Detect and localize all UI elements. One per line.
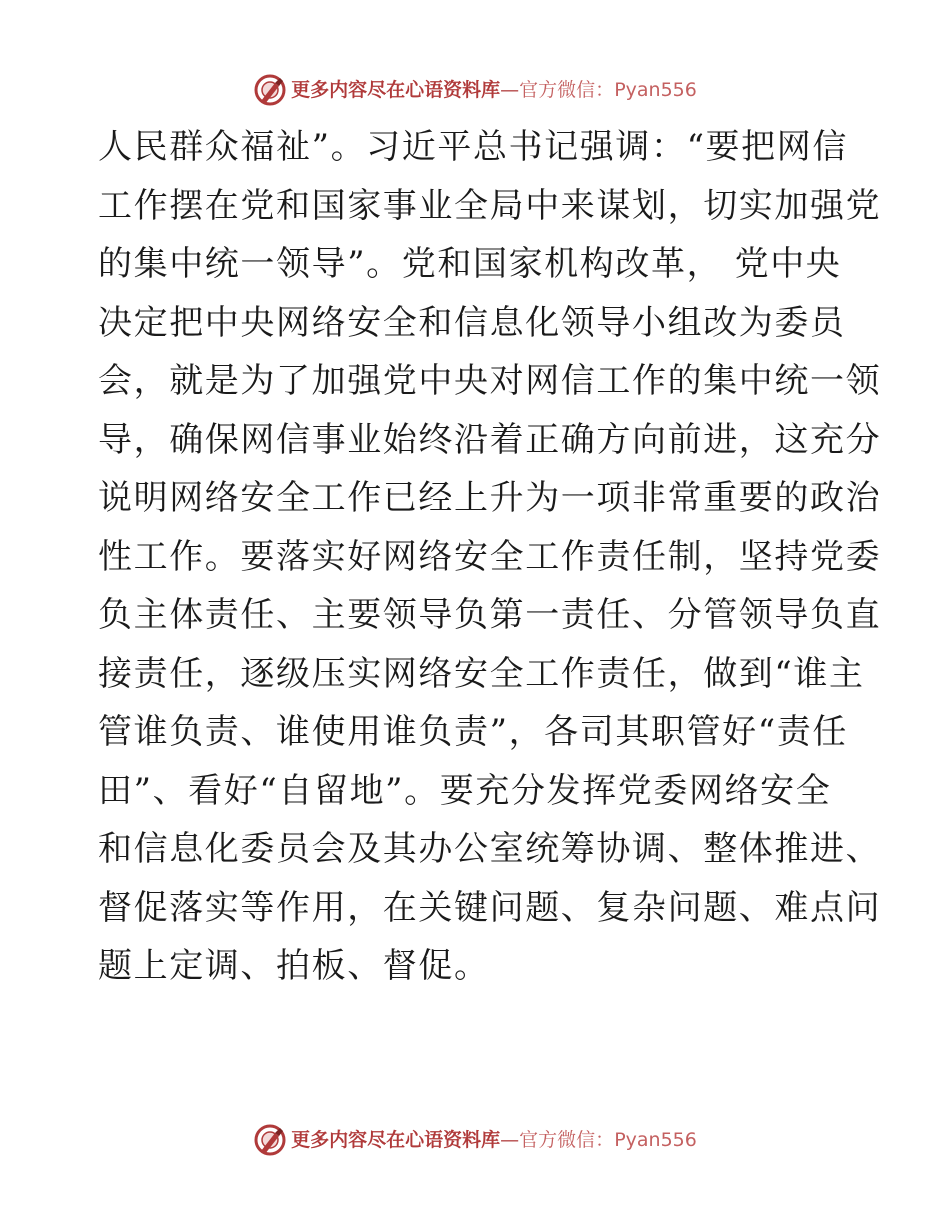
paragraph-line: 督促落实等作用，在关键问题、复杂问题、难点问: [98, 887, 882, 928]
paragraph-line: 接责任，逐级压实网络安全工作责任，做到“谁主: [98, 653, 865, 694]
watermark-wechat-id: Pyan556: [614, 79, 697, 101]
watermark-separator: —: [500, 79, 520, 101]
paragraph-line: 负主体责任、主要领导负第一责任、分管领导负直: [98, 595, 882, 635]
paragraph-line: 田”、看好“自留地”。要充分发挥党委网络安全: [98, 770, 832, 811]
footer-watermark: [0, 1120, 950, 1160]
document-body: [98, 118, 882, 996]
paragraph-line: 导，确保网信事业始终沿着正确方向前进，这充分: [98, 419, 882, 460]
paragraph-line: 会，就是为了加强党中央对网信工作的集中统一领: [98, 361, 882, 401]
pen-circle-logo-icon: [253, 73, 287, 107]
paragraph-line: 题上定调、拍板、督促。: [98, 946, 490, 986]
watermark-separator: —: [500, 1129, 520, 1151]
paragraph-line: 决定把中央网络安全和信息化领导小组改为委员: [98, 302, 846, 343]
watermark-wechat-id: Pyan556: [614, 1129, 697, 1151]
watermark-brand: 更多内容尽在心语资料库: [291, 1129, 501, 1151]
watermark-text: [291, 1120, 697, 1160]
watermark-wechat-label: 官方微信：: [519, 79, 615, 101]
watermark-brand: 更多内容尽在心语资料库: [291, 79, 501, 101]
paragraph-line: 性工作。要落实好网络安全工作责任制，坚持党委: [98, 536, 882, 577]
paragraph-line: 和信息化委员会及其办公室统筹协调、整体推进、: [98, 829, 882, 869]
paragraph-line: 人民群众福祉”。习近平总书记强调：“要把网信: [98, 127, 848, 167]
watermark-wechat-label: 官方微信：: [519, 1129, 615, 1151]
paragraph-line: 说明网络安全工作已经上升为一项非常重要的政治: [98, 478, 882, 518]
pen-circle-logo-icon: [253, 1123, 287, 1157]
paragraph-line: 管谁负责、谁使用谁负责”，各司其职管好“责任: [98, 712, 848, 752]
watermark-text: [291, 70, 697, 110]
paragraph-line: 的集中统一领导”。党和国家机构改革， 党中央: [98, 244, 842, 284]
paragraph-line: 工作摆在党和国家事业全局中来谋划，切实加强党: [98, 185, 882, 226]
header-watermark: [0, 70, 950, 110]
